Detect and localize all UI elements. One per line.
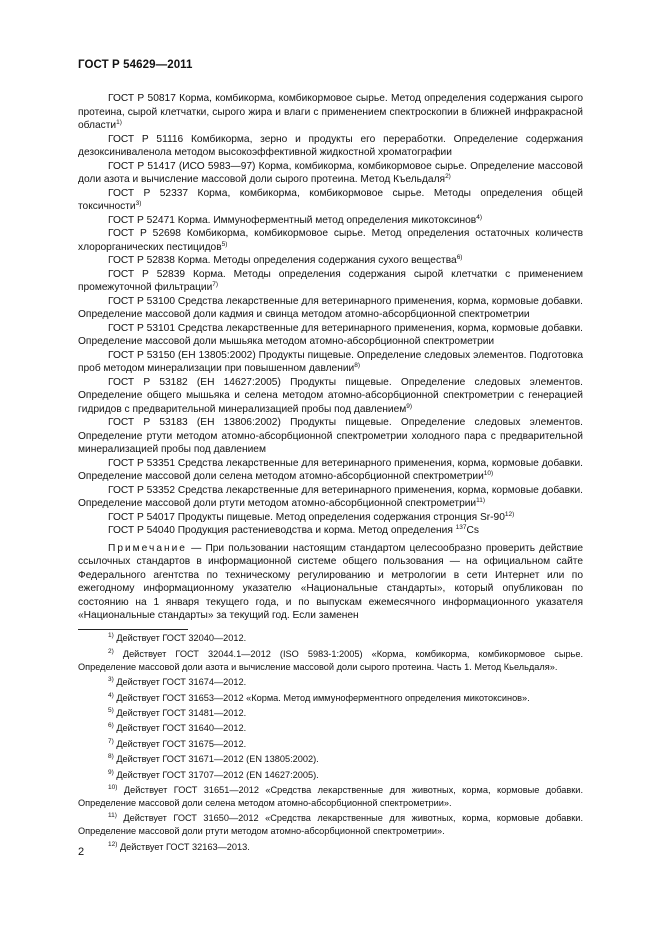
footnote	[78, 738, 583, 751]
reference-item	[78, 484, 583, 511]
reference-text: ГОСТ Р 52337 Корма, комбикорма, комбикормовое сырье. Методы определения общей токсичности	[78, 187, 583, 212]
reference-item	[78, 254, 583, 268]
footnote	[78, 812, 583, 838]
footnote-text: Действует ГОСТ 31674—2012.	[113, 677, 247, 688]
footnote	[78, 769, 583, 782]
footnote-mark: 3)	[108, 676, 114, 684]
reference-item	[78, 376, 583, 417]
footnote-text: Действует ГОСТ 31481—2012.	[113, 707, 247, 718]
reference-text: ГОСТ Р 53182 (ЕН 14627:2005) Продукты пищевые. Определение следовых элементов. Определение общего мышьяка и селена методом атомно-абсорбционной спектрометрии с генерацией гидридов с предварительной минерализацией пробы под давлением	[78, 376, 583, 415]
footnote-mark: 9)	[108, 768, 114, 776]
reference-item	[78, 268, 583, 295]
reference-text: ГОСТ Р 53352 Средства лекарственные для ветеринарного применения, корма, кормовые добавки. Определение массовой доли ртути методом атомно-абсорбционной спектрометрии	[78, 484, 583, 509]
footnote	[78, 784, 583, 810]
reference-text: ГОСТ Р 52471 Корма. Иммуноферментный метод определения микотоксинов	[108, 214, 477, 226]
footnote-mark: 10)	[483, 470, 494, 477]
footnote-text: Действует ГОСТ 32044.1—2012 (ISO 5983-1:2005) «Корма, комбикорма, комбикормовое сырье. Определение массовой доли азота и вычисление массовой доли сырого протеина. Часть 1. Метод Кьельдаля».	[78, 648, 583, 672]
reference-item	[78, 214, 583, 228]
footnote-mark: 7)	[212, 281, 219, 288]
footnote-mark: 10)	[108, 783, 118, 791]
footnote-text: Действует ГОСТ 32040—2012.	[113, 633, 247, 644]
footnote-text: Действует ГОСТ 31675—2012.	[113, 738, 247, 749]
footnote	[78, 632, 583, 645]
footnote	[78, 676, 583, 689]
reference-item	[78, 133, 583, 160]
footnote-mark: 8)	[108, 753, 114, 761]
reference-text: ГОСТ Р 53150 (ЕН 13805:2002) Продукты пищевые. Определение следовых элементов. Подготовка проб методом минерализации при повышенном давлении	[78, 349, 583, 374]
footnote-mark: 1)	[108, 632, 114, 640]
reference-text: ГОСТ Р 54017 Продукты пищевые. Метод определения содержания стронция Sr-90	[108, 511, 505, 523]
footnote-mark: 5)	[108, 706, 114, 714]
footnote-mark: 5)	[221, 240, 228, 248]
footnote-mark: 8)	[354, 362, 361, 369]
footnote-mark: 12)	[504, 510, 515, 518]
footnote-text: Действует ГОСТ 31707—2012 (EN 14627:2005).	[113, 769, 319, 780]
reference-item	[78, 416, 583, 457]
reference-text: ГОСТ Р 52839 Корма. Методы определения содержания сырой клетчатки с применением промежуточной фильтрации	[78, 268, 583, 293]
reference-item	[78, 227, 583, 254]
reference-item	[78, 322, 583, 349]
footnote-mark: 6)	[456, 254, 463, 261]
footnote	[78, 707, 583, 720]
reference-text: ГОСТ Р 50817 Корма, комбикорма, комбикормовое сырье. Метод определения содержания сырого протеина, сырой клетчатки, сырого жира и влаги с применением спектроскопии в ближней инфракрасной области	[78, 93, 583, 131]
reference-item	[78, 187, 583, 214]
isotope-mass-number: 137	[455, 524, 467, 531]
footnote-mark: 7)	[108, 737, 114, 745]
reference-text: ГОСТ Р 52698 Комбикорма, комбикормовое сырье. Метод определения остаточных количеств хлорорганических пестицидов	[78, 228, 583, 253]
reference-item	[78, 92, 583, 133]
reference-item	[78, 511, 583, 525]
footnotes-list	[78, 630, 583, 854]
footnote-mark: 2)	[445, 173, 451, 180]
note-label: Примечание	[108, 542, 187, 554]
footnote-mark: 6)	[108, 722, 114, 730]
reference-item	[78, 457, 583, 484]
reference-item	[78, 524, 583, 538]
reference-item	[78, 160, 583, 187]
footnote-mark: 11)	[108, 812, 117, 820]
footnote-text: Действует ГОСТ 31671—2012 (EN 13805:2002).	[113, 754, 319, 765]
note-paragraph	[78, 542, 583, 623]
footnote-mark: 4)	[108, 691, 114, 699]
footnote-mark: 9)	[406, 402, 413, 410]
reference-text: ГОСТ Р 53101 Средства лекарственные для ветеринарного применения, корма, кормовые добавки. Определение массовой доли мышьяка методом атомно-абсорбционной спектрометрии	[78, 322, 583, 347]
reference-text: ГОСТ Р 51116 Комбикорма, зерно и продукты его переработки. Определение содержания дезоксиниваленола методом высокоэффективной жидкостной хроматографии	[78, 133, 583, 158]
reference-text: ГОСТ Р 54040 Продукция растениеводства и корма. Метод определения	[108, 525, 456, 536]
footnote-text: Действует ГОСТ 31651—2012 «Средства лекарственные для животных, корма, кормовые добавки. Определение массовой доли селена методом атомно-абсорбционной спектрометрии».	[78, 784, 583, 808]
page-number: 2	[78, 846, 85, 858]
reference-text: ГОСТ Р 53351 Средства лекарственные для ветеринарного применения, корма, кормовые добавки. Определение массовой доли селена методом атомно-абсорбционной спектрометрии	[78, 457, 583, 482]
reference-text: ГОСТ Р 51417 (ИСО 5983—97) Корма, комбикорма, комбикормовое сырье. Определение массовой доли азота и вычисление массовой доли сырого протеина. Метод Къельдаля	[78, 160, 583, 185]
footnote-mark: 11)	[476, 497, 486, 504]
footnote-mark: 4)	[476, 213, 482, 221]
footnote	[78, 648, 583, 674]
footnote-mark: 3)	[135, 200, 142, 207]
footnote-text: Действует ГОСТ 31653—2012 «Корма. Метод иммуноферментного определения микотоксинов».	[113, 692, 530, 703]
reference-text: ГОСТ Р 52838 Корма. Методы определения содержания сухого вещества	[108, 255, 457, 266]
footnote	[78, 841, 583, 854]
footnote-mark: 12)	[108, 840, 118, 848]
footnote-text: Действует ГОСТ 32163—2013.	[117, 841, 250, 852]
reference-text: ГОСТ Р 53183 (ЕН 13806:2002) Продукты пищевые. Определение следовых элементов. Определение ртути методом атомно-абсорбционной спектрометрии холодного пара с предварительной минерализацией пробы под давлением	[78, 417, 583, 455]
footnote	[78, 722, 583, 735]
references-list	[78, 92, 583, 623]
note-text: — При пользовании настоящим стандартом целесообразно проверить действие ссылочных стандартов в информационной системе общего пользования — на официальном сайте Федерального агентства по техническому регулированию и метрологии в сети Интернет или по ежегодному информационному указателю «Национальные стандарты», который опубликован по состоянию на 1 января текущего года, и по выпускам ежемесячного информационного указателя «Национальные стандарты» за текущий год. Если заменен	[78, 542, 583, 621]
footnote-mark: 2)	[108, 647, 114, 655]
footnote	[78, 753, 583, 766]
footnote-text: Действует ГОСТ 31640—2012.	[113, 723, 247, 734]
footnote	[78, 692, 583, 705]
isotope-symbol: Cs	[466, 525, 479, 536]
reference-item	[78, 295, 583, 322]
document-header: ГОСТ Р 54629—2011	[78, 59, 193, 71]
footnote-mark: 1)	[116, 119, 122, 126]
reference-item	[78, 349, 583, 376]
reference-text: ГОСТ Р 53100 Средства лекарственные для ветеринарного применения, корма, кормовые добавки. Определение массовой доли кадмия и свинца методом атомно-абсорбционной спектрометрии	[78, 295, 583, 320]
footnote-text: Действует ГОСТ 31650—2012 «Средства лекарственные для животных, корма, кормовые добавки. Определение массовой доли ртути методом атомно-абсорбционной спектрометрии».	[78, 813, 583, 837]
